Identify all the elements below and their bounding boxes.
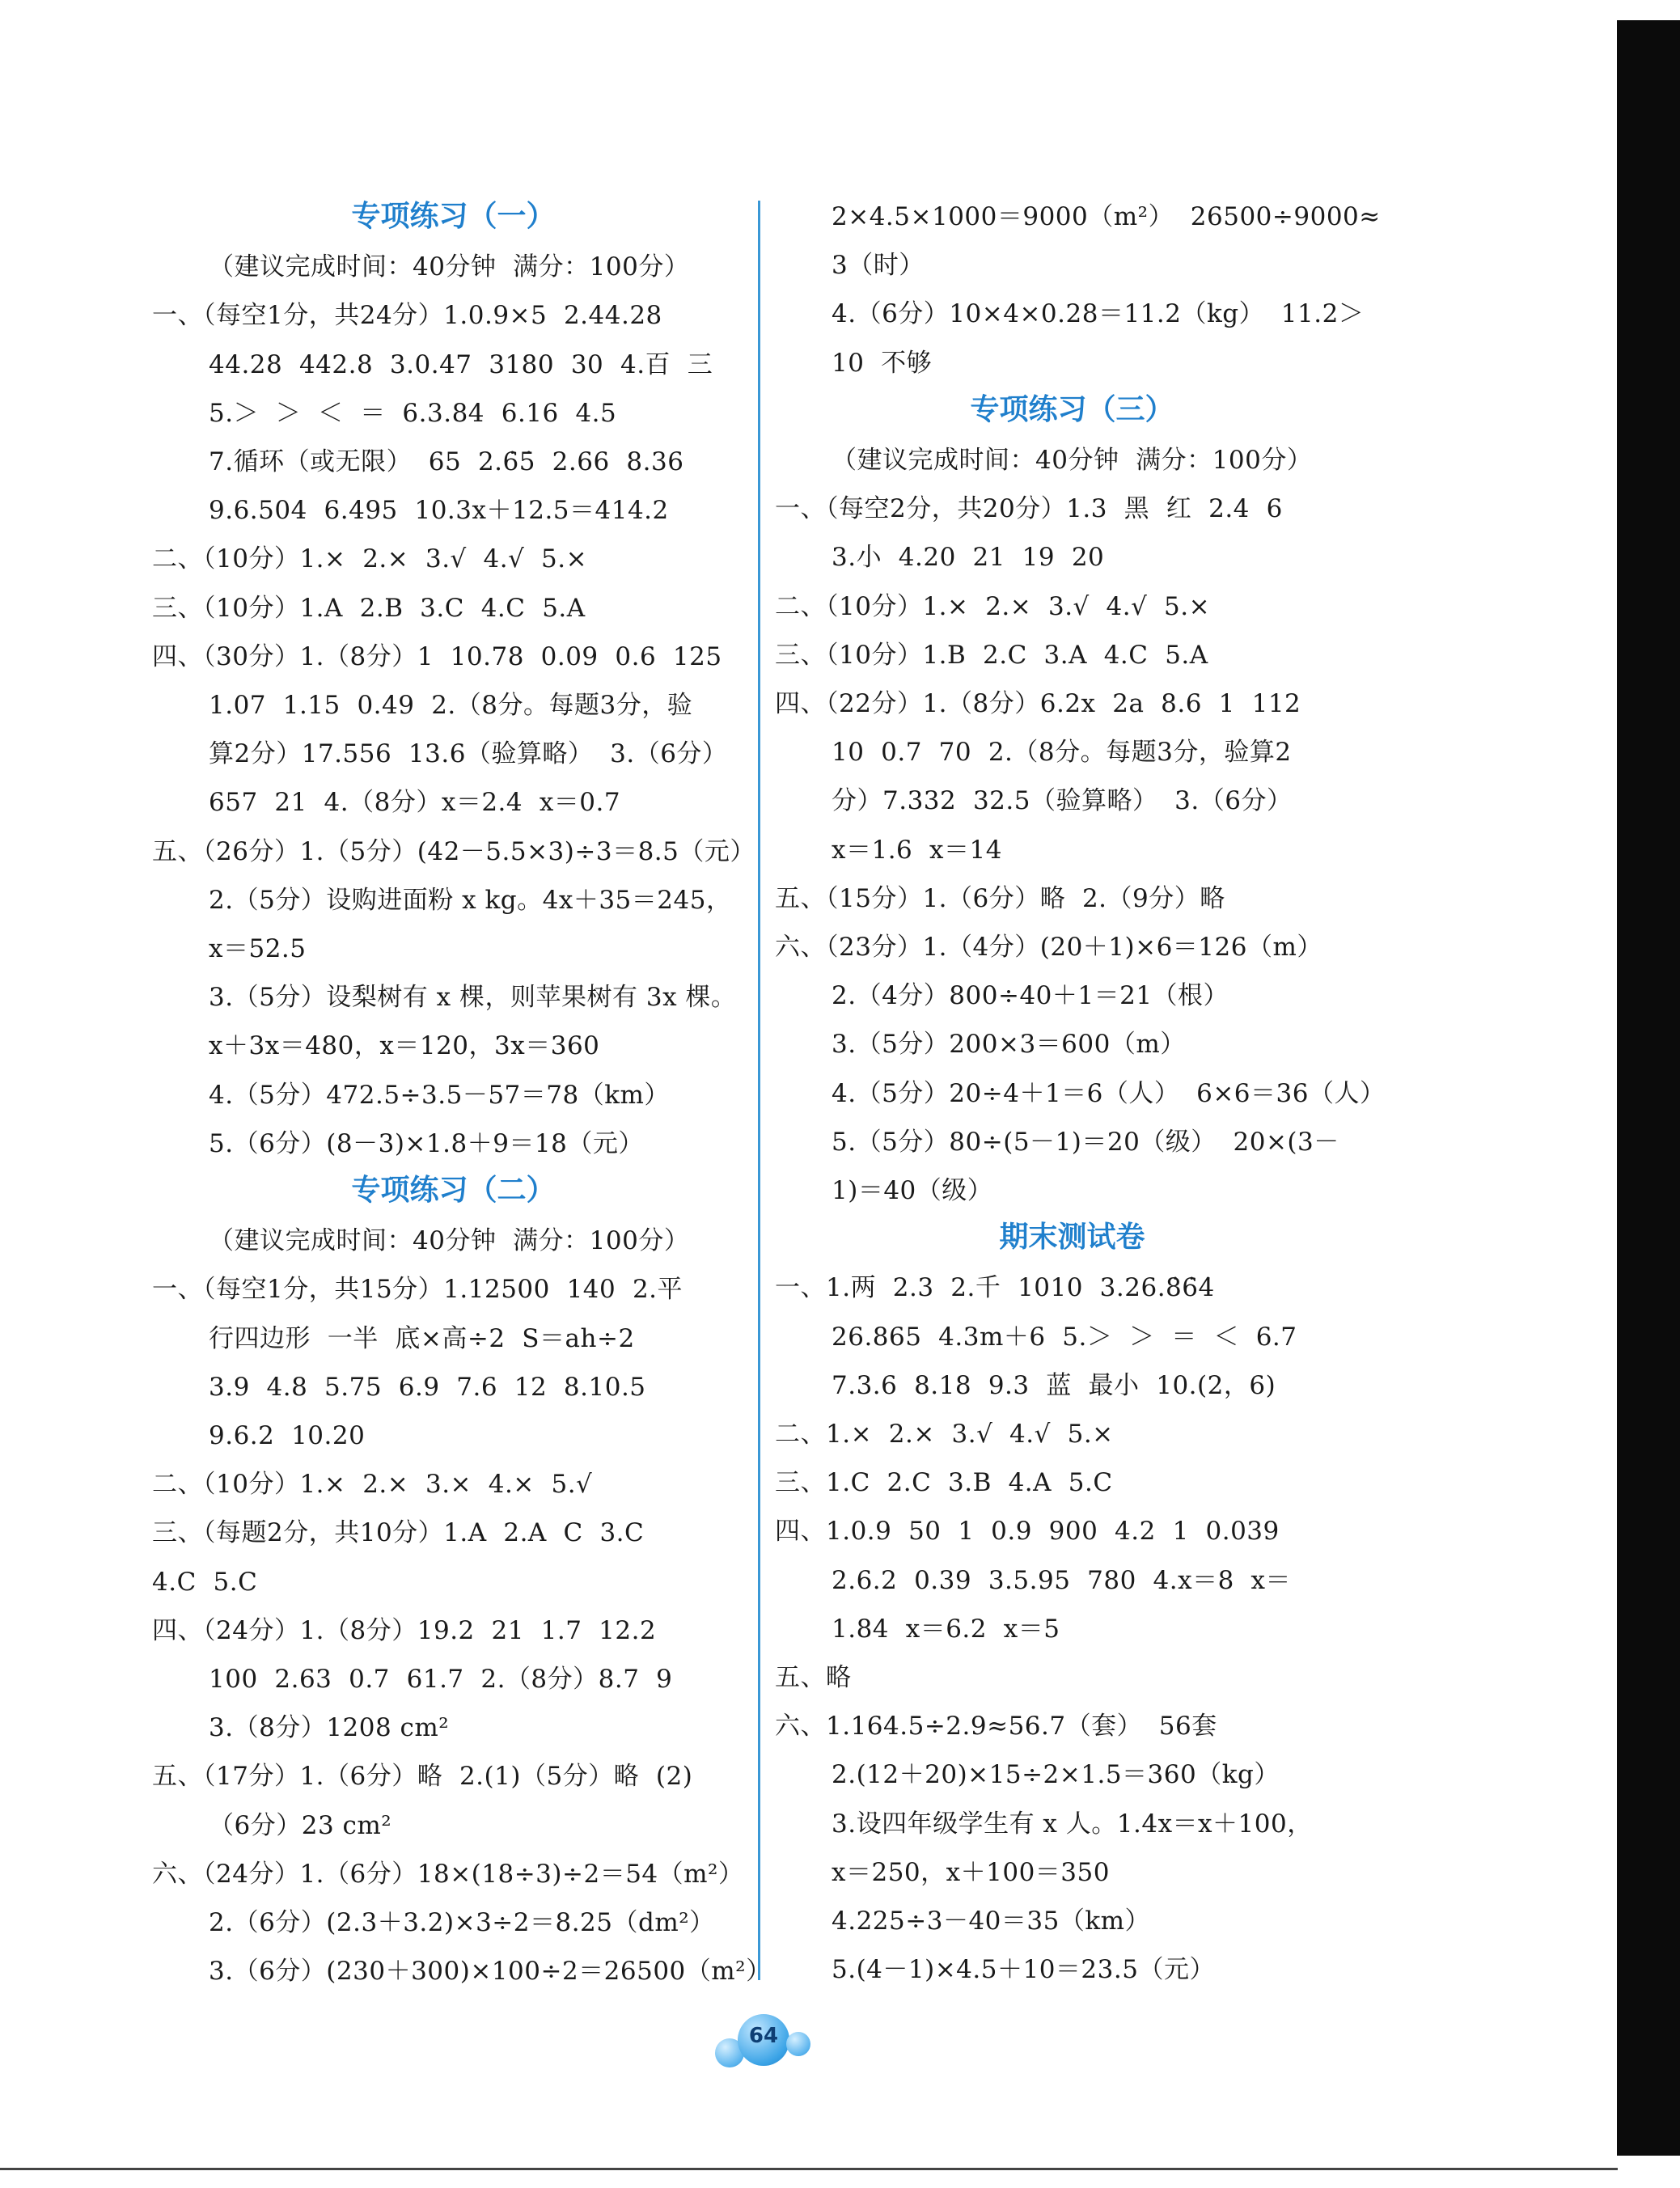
- answer-line: 4.（6分）10×4×0.28＝11.2（kg） 11.2＞: [832, 299, 1365, 329]
- answer-line: 2.（6分）(2.3＋3.2)×3÷2＝8.25（dm²）: [209, 1908, 715, 1937]
- answer-line: 3.设四年级学生有 x 人。1.4x＝x＋100，: [832, 1809, 1313, 1839]
- answer-line: （6分）23 cm²: [209, 1810, 392, 1840]
- answer-line: 1)＝40（级）: [832, 1176, 993, 1205]
- answer-line: 3.（6分）(230＋300)×100÷2＝26500（m²）: [209, 1957, 772, 1987]
- answer-line: 3.（5分）设梨树有 x 棵，则苹果树有 3x 棵。: [209, 983, 737, 1013]
- answer-line: 100 2.63 0.7 61.7 2.（8分）8.7 9: [209, 1665, 673, 1694]
- answer-line: 1.84 x＝6.2 x＝5: [832, 1614, 1060, 1644]
- answer-line: 5.＞ ＞ ＜ ＝ 6.3.84 6.16 4.5: [209, 398, 617, 428]
- answer-line: 二、（10分）1.× 2.× 3.√ 4.√ 5.×: [152, 544, 588, 574]
- answer-line: 六、1.164.5÷2.9≈56.7（套） 56套: [775, 1712, 1217, 1742]
- answer-line: 六、（24分）1.（6分）18×(18÷3)÷2＝54（m²）: [152, 1859, 744, 1889]
- answer-line: 二、（10分）1.× 2.× 3.√ 4.√ 5.×: [775, 591, 1211, 621]
- answer-line: 3.9 4.8 5.75 6.9 7.6 12 8.10.5: [209, 1372, 646, 1402]
- answer-line: 四、（24分）1.（8分）19.2 21 1.7 12.2: [152, 1615, 657, 1645]
- answer-line: 10 0.7 70 2.（8分。每题3分，验算2: [832, 738, 1292, 768]
- answer-line: 3.小 4.20 21 19 20: [832, 543, 1105, 573]
- answer-line: 三、（每题2分，共10分）1.A 2.A C 3.C: [152, 1518, 645, 1548]
- answer-line: 5.（6分）(8－3)×1.8＋9＝18（元）: [209, 1128, 644, 1158]
- answer-line: 657 21 4.（8分）x＝2.4 x＝0.7: [209, 788, 621, 818]
- answer-line: （建议完成时间：40分钟 满分：100分）: [832, 446, 1313, 475]
- column-divider: [758, 201, 760, 1980]
- answer-line: 2.（4分）800÷40＋1＝21（根）: [832, 981, 1229, 1011]
- answer-line: x＝1.6 x＝14: [832, 835, 1002, 865]
- page-number-badge: [712, 2014, 817, 2071]
- answer-line: 三、（10分）1.B 2.C 3.A 4.C 5.A: [775, 640, 1208, 670]
- answer-line: 五、略: [775, 1663, 852, 1692]
- answer-line: 三、1.C 2.C 3.B 4.A 5.C: [775, 1468, 1113, 1498]
- answer-line: 四、（30分）1.（8分）1 10.78 0.09 0.6 125: [152, 641, 722, 671]
- answer-line: 10 不够: [832, 348, 933, 378]
- answer-line: （建议完成时间：40分钟 满分：100分）: [209, 252, 690, 282]
- page-number: 64: [748, 2024, 779, 2048]
- answer-line: 一、1.两 2.3 2.千 1010 3.26.8̇6̇4̇: [775, 1273, 1215, 1303]
- answer-line: 5.（5分）80÷(5－1)＝20（级） 20×(3－: [832, 1127, 1339, 1157]
- answer-line: 2×4.5×1000＝9000（m²） 26500÷9000≈: [832, 202, 1381, 231]
- answer-line: 五、（26分）1.（5分）(42－5.5×3)÷3＝8.5（元）: [152, 836, 755, 866]
- section-heading: 期末测试卷: [999, 1221, 1145, 1255]
- answer-line: 2.(12＋20)×15÷2×1.5＝360（kg）: [832, 1760, 1280, 1790]
- answer-line: 分）7.332 32.5（验算略） 3.（6分）: [832, 786, 1293, 816]
- answer-line: 六、（23分）1.（4分）(20＋1)×6＝126（m）: [775, 933, 1322, 962]
- answer-line: 2.6.2 0.39 3.5.95 780 4.x＝8 x＝: [832, 1565, 1291, 1595]
- answer-line: 四、（22分）1.（8分）6.2x 2a 8.6 1 112: [775, 689, 1301, 718]
- answer-line: 44.28 442.8 3.0.47 3180 30 4.百 三: [209, 349, 713, 379]
- answer-line: x＋3x＝480，x＝120，3x＝360: [209, 1031, 600, 1061]
- answer-line: 四、1.0.9 50 1 0.9 900 4.2 1 0.039: [775, 1517, 1280, 1547]
- answer-line: 2.（5分）设购进面粉 x kg。4x＋35＝245，: [209, 885, 732, 915]
- answer-line: 一、（每空1分，共15分）1.12500 140 2.平: [152, 1275, 683, 1305]
- answer-line: 二、（10分）1.× 2.× 3.× 4.× 5.√: [152, 1470, 593, 1500]
- answer-line: 三、（10分）1.A 2.B 3.C 4.C 5.A: [152, 593, 586, 623]
- bottom-rule: [0, 2168, 1618, 2170]
- answer-line: 4.（5分）472.5÷3.5－57＝78（km）: [209, 1080, 670, 1110]
- answer-line: 4.225÷3－40＝35（km）: [832, 1907, 1151, 1936]
- answer-line: 5.(4－1)×4.5＋10＝23.5（元）: [832, 1955, 1215, 1985]
- answer-line: 算2分）17.556 13.6（验算略） 3.（6分）: [209, 739, 728, 769]
- answer-line: 7.循环（或无限） 65 2.6̇5̇ 2.66 8.36: [209, 447, 684, 476]
- answer-line: x＝52.5: [209, 934, 307, 963]
- answer-line: 3.（5分）200×3＝600（m）: [832, 1030, 1186, 1060]
- answer-line: 二、1.× 2.× 3.√ 4.√ 5.×: [775, 1420, 1114, 1449]
- answer-line: 4.（5分）20÷4＋1＝6（人） 6×6＝36（人）: [832, 1078, 1386, 1108]
- answer-line: 26.865 4.3m＋6 5.＞ ＞ ＝ ＜ 6.7: [832, 1322, 1297, 1352]
- answer-line: 五、（17分）1.（6分）略 2.(1)（5分）略 (2): [152, 1762, 693, 1792]
- answer-line: 9.6.504 6.495 10.3x＋12.5＝414.2: [209, 496, 669, 526]
- answer-line: x＝250，x＋100＝350: [832, 1857, 1110, 1887]
- answer-line: 3.（8分）1208 cm²: [209, 1713, 450, 1743]
- scan-edge-shadow: [1617, 20, 1680, 2156]
- answer-line: 7.3.6 8.18 9.3 蓝 最小 10.(2，6): [832, 1370, 1276, 1400]
- section-heading: 专项练习（一）: [351, 200, 556, 233]
- answer-line: 1.07 1.15 0.49 2.（8分。每题3分，验: [209, 691, 693, 720]
- answer-line: 9.6.2 10.20: [209, 1421, 366, 1450]
- answer-line: 五、（15分）1.（6分）略 2.（9分）略: [775, 883, 1225, 913]
- answer-line: 一、（每空1分，共24分）1.0.9×5 2.44.28: [152, 301, 662, 331]
- section-heading: 专项练习（三）: [970, 392, 1174, 426]
- answer-line: 3（时）: [832, 251, 925, 281]
- section-heading: 专项练习（二）: [351, 1174, 556, 1207]
- answer-line: 4.C 5.C: [152, 1567, 258, 1597]
- answer-line: 行四边形 一半 底×高÷2 S＝ah÷2: [209, 1323, 635, 1353]
- answer-line: （建议完成时间：40分钟 满分：100分）: [209, 1226, 690, 1256]
- bubble-decoration: [786, 2032, 810, 2056]
- answer-line: 一、（每空2分，共20分）1.3 黑 红 2.4 6: [775, 494, 1283, 524]
